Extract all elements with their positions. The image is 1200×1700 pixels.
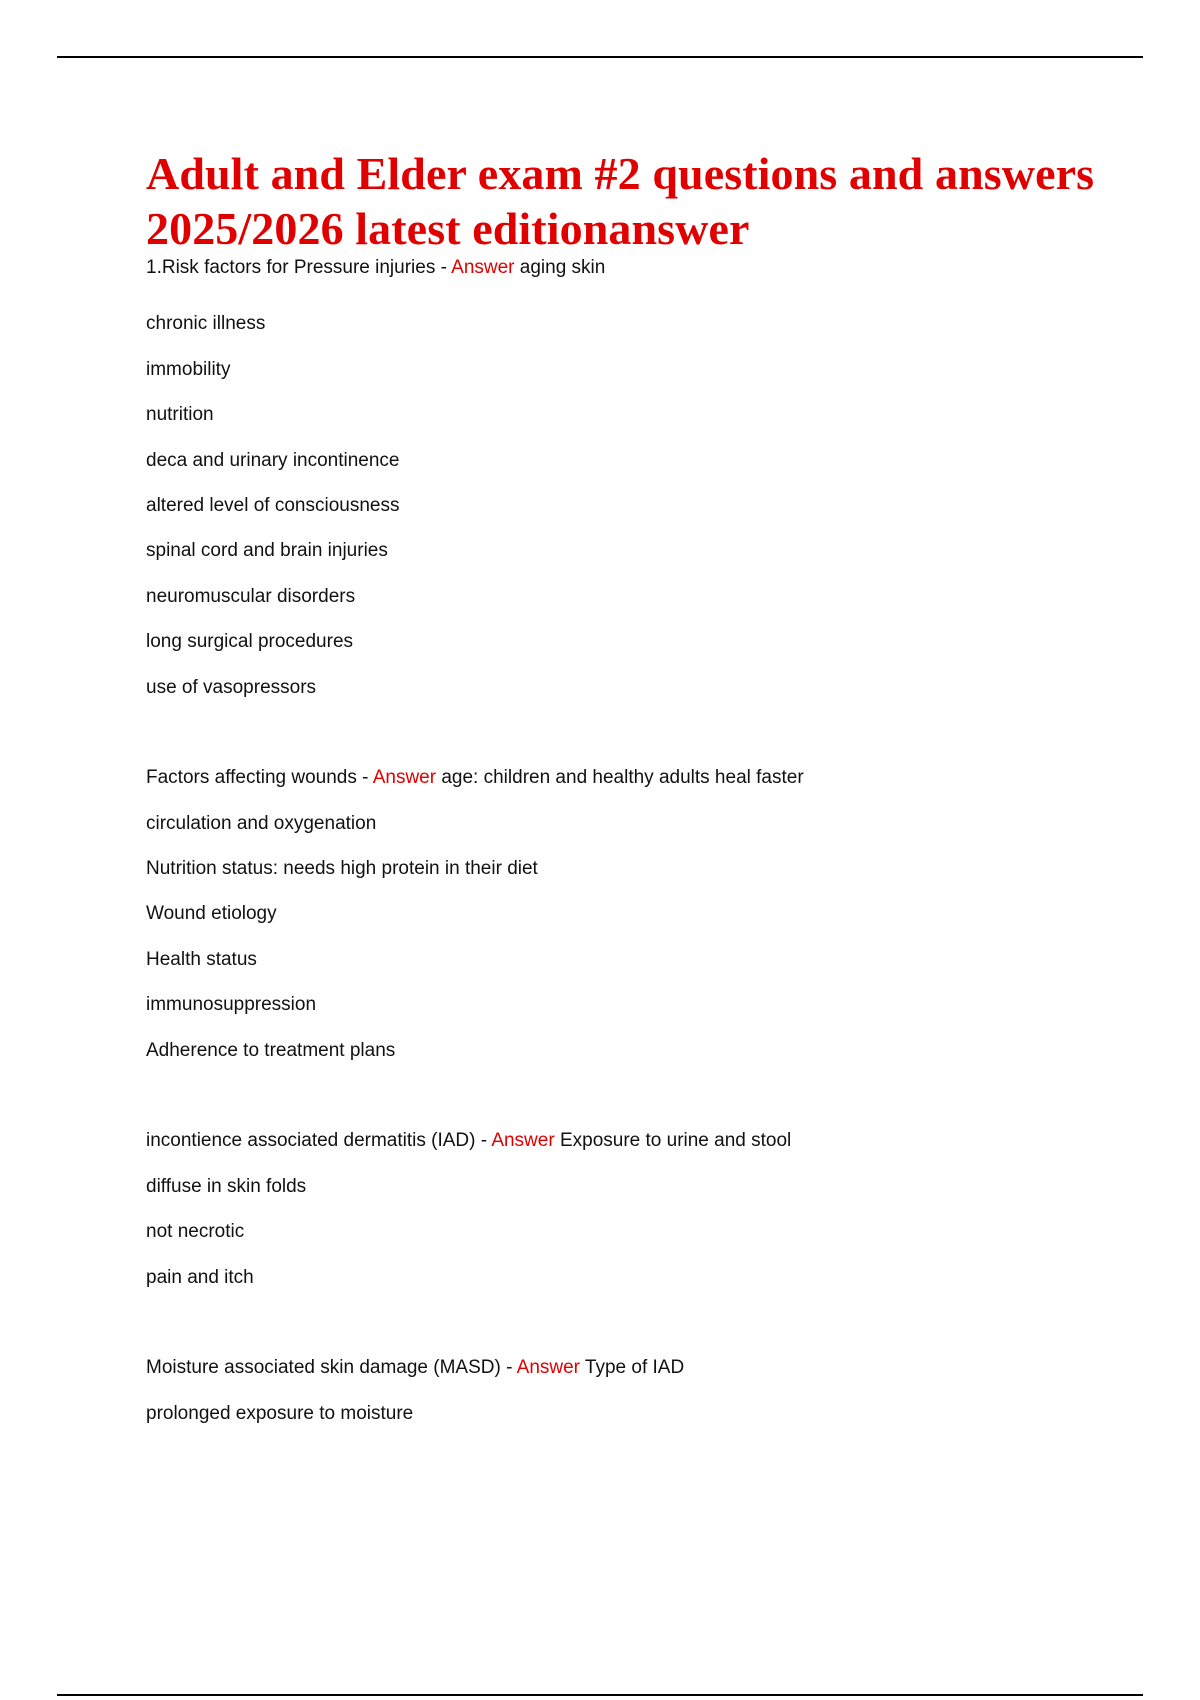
question-text: Factors affecting wounds - [146,767,373,789]
question-text: Moisture associated skin damage (MASD) - [146,1357,517,1379]
answer-line: Nutrition status: needs high protein in their diet [146,858,538,880]
bottom-rule [57,1694,1143,1696]
qa-section-wound-factors [146,755,1106,1073]
answer-line: chronic illness [146,313,266,335]
answer-text: aging skin [514,257,606,278]
question-text: incontience associated dermatitis (IAD) - [146,1130,492,1152]
section-gap [146,1300,1106,1345]
answer-line: deca and urinary incontinence [146,449,400,471]
answer-text: Exposure to urine and stool [554,1130,792,1152]
answer-line: circulation and oxygenation [146,812,377,834]
answer-line: diffuse in skin folds [146,1175,307,1197]
answer-line: not necrotic [146,1221,245,1243]
answer-line: Health status [146,948,257,970]
question-line [146,755,1106,800]
answer-label: Answer [372,767,437,789]
section-gap [146,1073,1106,1118]
section-gap [146,710,1106,755]
document-body [146,146,1106,1436]
qa-section-iad [146,1118,1106,1300]
answer-line: Adherence to treatment plans [146,1039,396,1061]
question-line [146,1118,1106,1163]
qa-section-risk-factors [146,256,1106,710]
question-line [146,1345,1106,1390]
answer-line: immunosuppression [146,994,317,1016]
answer-line: use of vasopressors [146,676,317,698]
question-text: 1.Risk factors for Pressure injuries - [146,257,452,278]
answer-line: altered level of consciousness [146,494,400,516]
answer-text: Type of IAD [580,1357,685,1379]
answer-label: Answer [491,1130,555,1152]
answer-label: Answer [516,1357,580,1379]
answer-line: pain and itch [146,1266,254,1288]
answer-line: Wound etiology [146,903,277,925]
qa-section-masd [146,1345,1106,1436]
document-title: Adult and Elder exam #2 questions and answers 2025/2026 latest editionanswer [146,148,1095,254]
top-rule [57,56,1143,58]
answer-line: long surgical procedures [146,631,354,653]
answer-line: neuromuscular disorders [146,585,356,607]
answer-line: prolonged exposure to moisture [146,1402,414,1424]
answer-line: nutrition [146,404,214,426]
answer-line: immobility [146,358,231,380]
answer-text: age: children and healthy adults heal faster [436,767,804,789]
answer-line: spinal cord and brain injuries [146,540,388,562]
answer-label: Answer [451,257,515,278]
question-line [146,256,1106,301]
